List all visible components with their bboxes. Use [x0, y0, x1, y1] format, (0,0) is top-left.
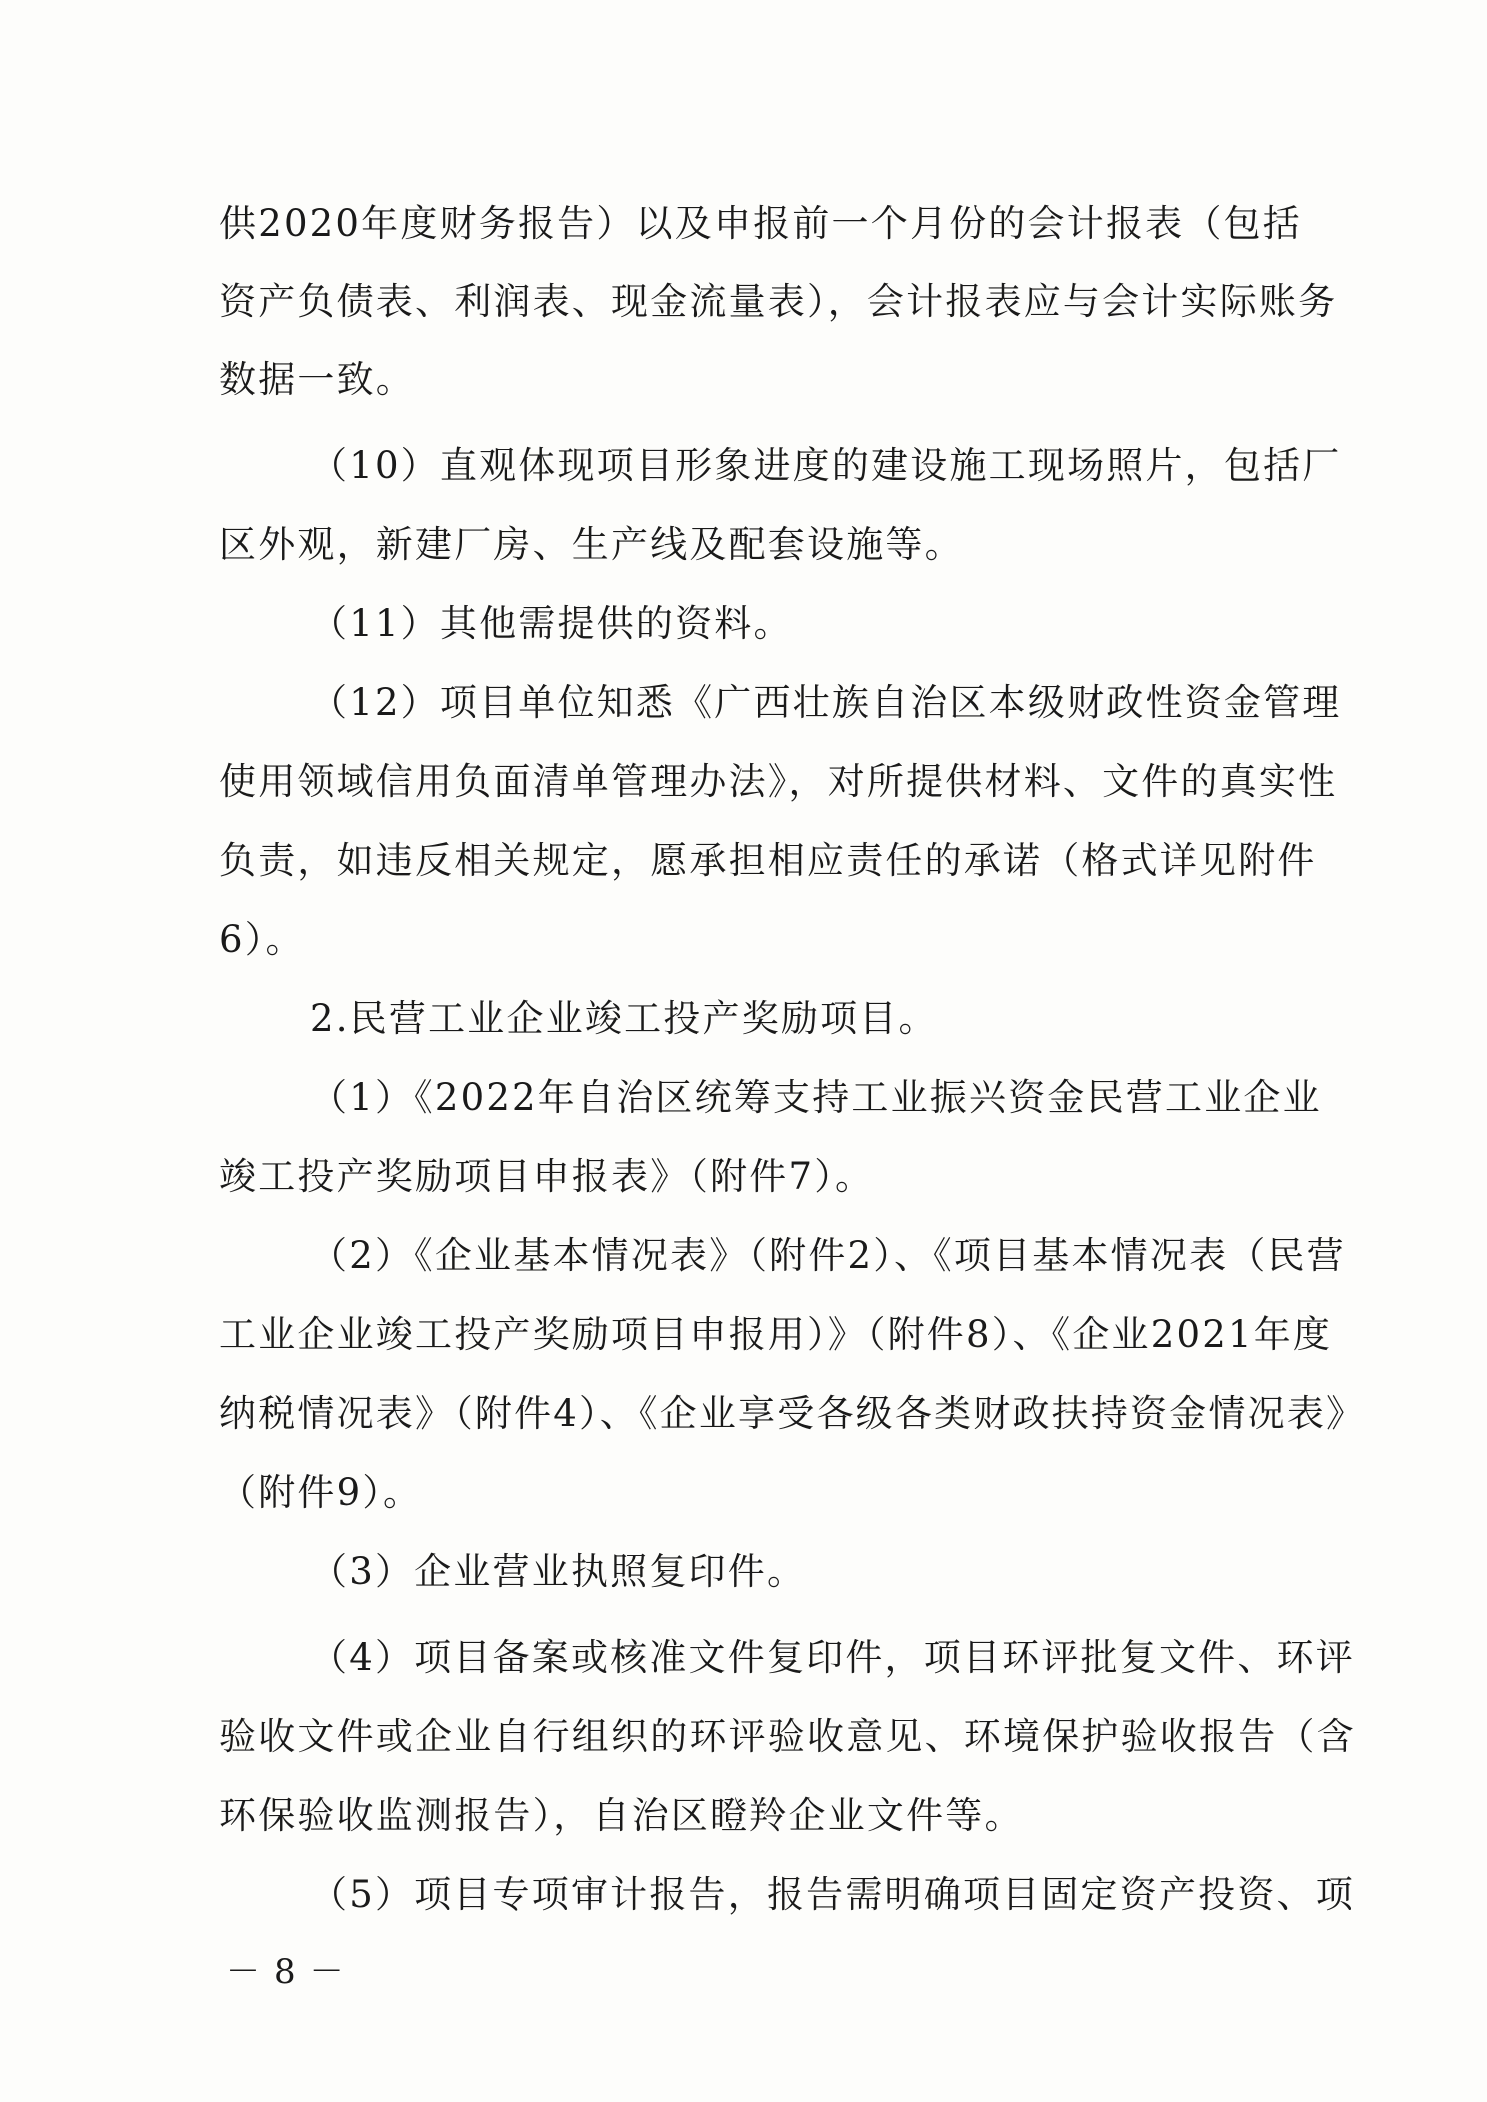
text-line: （3）企业营业执照复印件。 — [310, 1550, 807, 1593]
text-line: 竣工投产奖励项目申报表》（附件7）。 — [219, 1155, 875, 1198]
text-line: （5）项目专项审计报告，报告需明确项目固定资产投资、项 — [310, 1873, 1355, 1916]
text-line: 工业企业竣工投产奖励项目申报用）》（附件8）、《企业2021年度 — [219, 1313, 1333, 1356]
text-line: 数据一致。 — [219, 358, 415, 401]
text-line: 负责，如违反相关规定，愿承担相应责任的承诺（格式详见附件 — [219, 839, 1317, 882]
text-line: （2）《企业基本情况表》（附件2）、《项目基本情况表（民营 — [310, 1234, 1346, 1277]
section-heading: 2.民营工业企业竣工投产奖励项目。 — [310, 997, 938, 1040]
page-number: －8－ — [226, 1952, 358, 1992]
text-line: 环保验收监测报告），自治区瞪羚企业文件等。 — [219, 1794, 1024, 1837]
text-line: 使用领域信用负面清单管理办法》，对所提供材料、文件的真实性 — [219, 760, 1338, 803]
text-line: 资产负债表、利润表、现金流量表），会计报表应与会计实际账务 — [219, 280, 1338, 323]
text-line: （12）项目单位知悉《广西壮族自治区本级财政性资金管理 — [310, 681, 1342, 724]
text-line: （附件9）。 — [219, 1471, 423, 1514]
text-line: （10）直观体现项目形象进度的建设施工现场照片，包括厂 — [310, 444, 1342, 487]
text-line: 验收文件或企业自行组织的环评验收意见、环境保护验收报告（含 — [219, 1715, 1356, 1758]
text-line: 纳税情况表》（附件4）、《企业享受各级各类财政扶持资金情况表》 — [219, 1392, 1366, 1435]
text-line: 区外观，新建厂房、生产线及配套设施等。 — [219, 523, 964, 566]
text-line: 供2020年度财务报告）以及申报前一个月份的会计报表（包括 — [219, 202, 1302, 245]
text-line: （11）其他需提供的资料。 — [310, 602, 793, 645]
text-line: （4）项目备案或核准文件复印件，项目环评批复文件、环评 — [310, 1636, 1355, 1679]
text-line: 6）。 — [219, 918, 305, 961]
text-line: （1）《2022年自治区统筹支持工业振兴资金民营工业企业 — [310, 1076, 1322, 1119]
